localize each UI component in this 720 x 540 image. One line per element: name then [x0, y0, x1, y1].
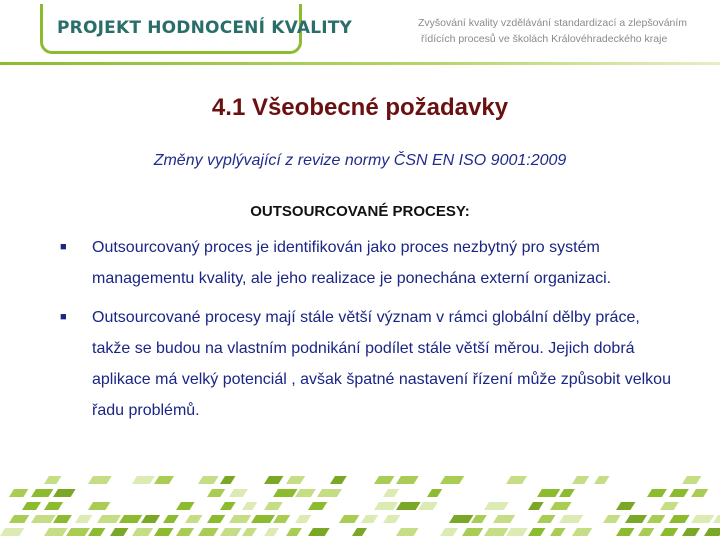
decor-parallelogram: [383, 515, 400, 523]
decor-parallelogram: [647, 489, 667, 497]
decor-parallelogram: [242, 528, 257, 536]
decor-parallelogram: [374, 476, 394, 484]
decor-parallelogram: [713, 515, 720, 523]
decor-parallelogram: [207, 489, 225, 497]
decor-parallelogram: [440, 528, 458, 536]
decor-parallelogram: [229, 489, 248, 497]
decor-parallelogram: [264, 528, 279, 536]
decor-parallelogram: [308, 502, 327, 510]
decor-parallelogram: [264, 476, 283, 484]
decor-parallelogram: [471, 515, 487, 523]
slide-header: [0, 0, 720, 62]
decor-parallelogram: [440, 476, 464, 484]
decor-parallelogram: [418, 502, 438, 510]
decor-parallelogram: [330, 476, 347, 484]
decor-parallelogram: [154, 476, 174, 484]
decor-parallelogram: [669, 515, 690, 523]
decor-parallelogram: [396, 528, 419, 536]
decor-parallelogram: [559, 515, 583, 523]
bullet-item: [60, 232, 680, 294]
decor-parallelogram: [691, 515, 714, 523]
decor-parallelogram: [66, 528, 90, 536]
square-bullet-icon: ■: [60, 241, 67, 253]
decor-parallelogram: [374, 502, 398, 510]
decor-parallelogram: [185, 515, 203, 523]
decor-parallelogram: [317, 489, 342, 497]
decor-parallelogram: [53, 515, 72, 523]
decor-parallelogram: [603, 515, 621, 523]
decor-parallelogram: [229, 515, 251, 523]
project-logo: [40, 4, 353, 54]
decor-parallelogram: [572, 476, 589, 484]
decor-parallelogram: [273, 489, 298, 497]
decor-parallelogram: [53, 489, 76, 497]
decor-parallelogram: [493, 515, 515, 523]
decor-parallelogram: [537, 515, 556, 523]
decor-parallelogram: [9, 515, 29, 523]
decor-parallelogram: [594, 476, 609, 484]
decor-parallelogram: [176, 502, 195, 510]
decor-parallelogram: [97, 515, 121, 523]
decor-parallelogram: [154, 528, 174, 536]
decor-parallelogram: [682, 528, 700, 536]
decor-parallelogram: [110, 528, 128, 536]
decor-parallelogram: [449, 515, 473, 523]
decor-parallelogram: [119, 515, 142, 523]
decor-parallelogram: [647, 515, 665, 523]
section-heading: OUTSOURCOVANÉ PROCESY:: [250, 203, 470, 220]
decor-parallelogram: [660, 502, 679, 510]
decor-parallelogram: [295, 489, 316, 497]
decor-parallelogram: [22, 502, 41, 510]
decor-parallelogram: [9, 489, 28, 497]
decor-parallelogram: [163, 515, 179, 523]
decor-parallelogram: [88, 528, 105, 536]
decor-parallelogram: [691, 489, 708, 497]
decor-parallelogram: [75, 515, 92, 523]
decor-parallelogram: [638, 528, 654, 536]
square-bullet-icon: ■: [60, 311, 67, 323]
decor-parallelogram: [484, 502, 509, 510]
decor-parallelogram: [572, 528, 592, 536]
decor-parallelogram: [427, 489, 442, 497]
decor-parallelogram: [462, 528, 483, 536]
decor-parallelogram: [242, 502, 257, 510]
header-divider: [0, 62, 720, 65]
decor-parallelogram: [132, 528, 153, 536]
slide-title: 4.1 Všeobecné požadavky: [211, 94, 509, 121]
decor-parallelogram: [339, 515, 359, 523]
decor-parallelogram: [220, 528, 242, 536]
decor-parallelogram: [198, 528, 219, 536]
decor-parallelogram: [383, 489, 399, 497]
decor-parallelogram: [506, 476, 527, 484]
decor-parallelogram: [44, 528, 68, 536]
bullet-list: [60, 232, 680, 434]
decor-parallelogram: [528, 528, 545, 536]
decor-parallelogram: [396, 502, 421, 510]
decor-parallelogram: [682, 476, 701, 484]
bullet-item: [60, 302, 680, 426]
header-subtitle-line2: řídících procesů ve školách Královéhradeckého kraje: [421, 33, 668, 45]
decor-parallelogram: [88, 476, 112, 484]
decor-parallelogram: [669, 489, 689, 497]
decor-parallelogram: [308, 528, 330, 536]
decor-parallelogram: [537, 489, 560, 497]
decor-parallelogram: [132, 476, 155, 484]
header-subtitle-line1: Zvyšování kvality vzdělávání standardizací a zlepšováním: [418, 17, 688, 29]
decor-parallelogram: [220, 476, 236, 484]
decor-parallelogram: [220, 502, 236, 510]
decor-parallelogram: [704, 528, 720, 536]
decor-parallelogram: [396, 476, 419, 484]
decor-parallelogram: [198, 476, 219, 484]
decor-parallelogram: [264, 502, 283, 510]
bullet-text: Outsourcovaný proces je identifikován jako proces nezbytný pro systém managementu kvality, ale jeho realizace je ponechána externí organizaci.: [92, 239, 612, 287]
decor-parallelogram: [31, 515, 56, 523]
decor-parallelogram: [559, 489, 575, 497]
header-subtitle: [418, 15, 718, 47]
decor-parallelogram: [286, 476, 305, 484]
decor-parallelogram: [528, 502, 544, 510]
decor-parallelogram: [207, 515, 225, 523]
decor-parallelogram: [176, 528, 194, 536]
decor-parallelogram: [44, 476, 61, 484]
decor-parallelogram: [660, 528, 678, 536]
decor-parallelogram: [141, 515, 160, 523]
decor-parallelogram: [295, 515, 311, 523]
decor-parallelogram: [616, 502, 635, 510]
logo-text: PROJEKT HODNOCENÍ KVALITY: [57, 18, 353, 38]
decor-parallelogram: [625, 515, 647, 523]
bullet-text: Outsourcované procesy mají stále větší význam v rámci globální dělby práce, takže se budou na vlastním podnikání podílet stále větší měrou. Jejich dobrá aplikace má velký potenciál , avšak špatné nastavení řízení může způsobit velkou řadu problémů.: [92, 309, 671, 419]
decor-parallelogram: [484, 528, 508, 536]
decor-parallelogram: [616, 528, 635, 536]
decor-parallelogram: [273, 515, 290, 523]
decor-parallelogram: [352, 528, 367, 536]
decor-parallelogram: [550, 528, 566, 536]
decor-parallelogram: [550, 502, 572, 510]
decor-parallelogram: [0, 528, 24, 536]
decor-parallelogram: [44, 502, 63, 510]
decor-parallelogram: [361, 515, 378, 523]
footer-decoration: [0, 458, 720, 540]
slide-subtitle: Změny vyplývající z revize normy ČSN EN ISO 9001:2009: [153, 152, 567, 169]
decor-parallelogram: [251, 515, 275, 523]
decor-parallelogram: [286, 528, 302, 536]
decor-parallelogram: [88, 502, 110, 510]
decor-parallelogram: [31, 489, 53, 497]
decor-parallelogram: [506, 528, 528, 536]
